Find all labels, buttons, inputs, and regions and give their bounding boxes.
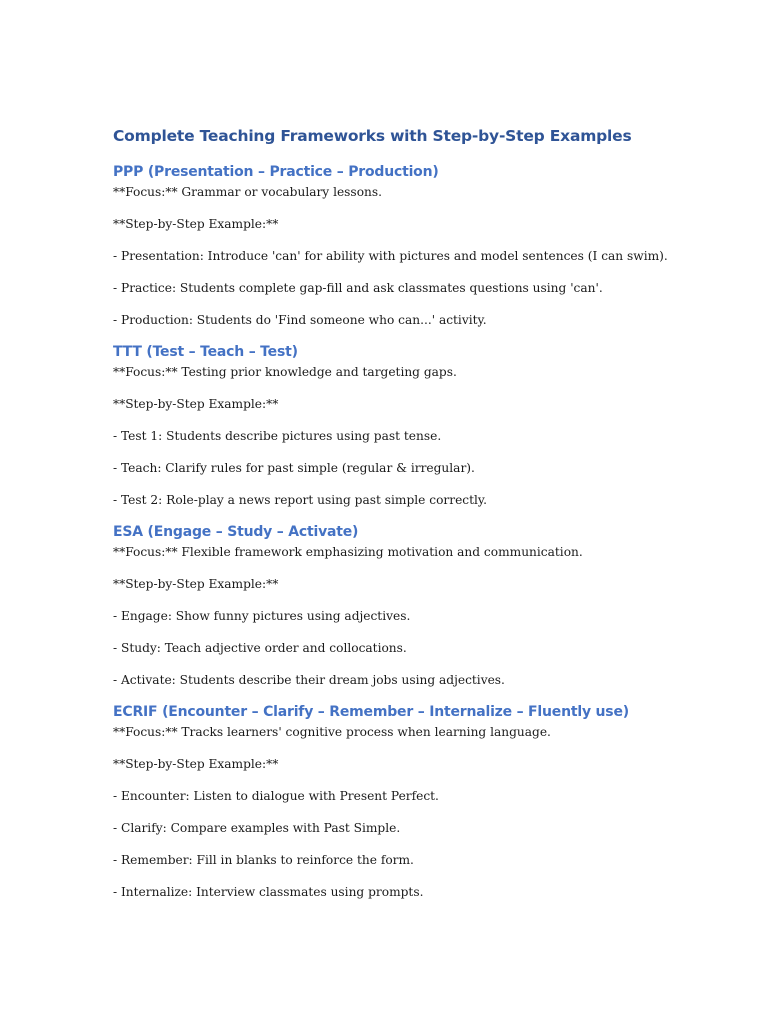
focus-paragraph: **Focus:** Testing prior knowledge and targeting gaps. <box>113 365 457 379</box>
example-label: **Step-by-Step Example:** <box>113 757 279 771</box>
section-heading: ECRIF (Encounter – Clarify – Remember – Internalize – Fluently use) <box>113 704 629 720</box>
section-ppp <box>113 160 713 328</box>
focus-paragraph: **Focus:** Tracks learners' cognitive process when learning language. <box>113 725 551 739</box>
step-item: - Remember: Fill in blanks to reinforce the form. <box>113 853 414 867</box>
step-item: - Practice: Students complete gap-fill and ask classmates questions using 'can'. <box>113 281 603 295</box>
step-item: - Study: Teach adjective order and collocations. <box>113 641 407 655</box>
example-label: **Step-by-Step Example:** <box>113 217 279 231</box>
step-item: - Clarify: Compare examples with Past Simple. <box>113 821 401 835</box>
focus-paragraph: **Focus:** Flexible framework emphasizing motivation and communication. <box>113 545 583 559</box>
section-esa <box>113 520 713 688</box>
section-heading: ESA (Engage – Study – Activate) <box>113 524 359 540</box>
step-item: - Engage: Show funny pictures using adjectives. <box>113 609 411 623</box>
example-label: **Step-by-Step Example:** <box>113 577 279 591</box>
step-item: - Presentation: Introduce 'can' for ability with pictures and model sentences (I can swim). <box>113 249 668 263</box>
section-ttt <box>113 340 713 508</box>
step-item: - Activate: Students describe their dream jobs using adjectives. <box>113 673 505 687</box>
step-item: - Encounter: Listen to dialogue with Present Perfect. <box>113 789 439 803</box>
section-heading: PPP (Presentation – Practice – Production) <box>113 164 439 180</box>
step-item: - Teach: Clarify rules for past simple (regular & irregular). <box>113 461 475 475</box>
document-body <box>113 124 713 900</box>
focus-paragraph: **Focus:** Grammar or vocabulary lessons. <box>113 185 383 199</box>
document-title: Complete Teaching Frameworks with Step-by-Step Examples <box>113 127 632 145</box>
step-item: - Production: Students do 'Find someone who can...' activity. <box>113 313 487 327</box>
example-label: **Step-by-Step Example:** <box>113 397 279 411</box>
step-item: - Test 2: Role-play a news report using past simple correctly. <box>113 493 488 507</box>
step-item: - Test 1: Students describe pictures using past tense. <box>113 429 442 443</box>
step-item: - Internalize: Interview classmates using prompts. <box>113 885 424 899</box>
section-ecrif <box>113 700 713 900</box>
section-heading: TTT (Test – Teach – Test) <box>113 344 298 360</box>
